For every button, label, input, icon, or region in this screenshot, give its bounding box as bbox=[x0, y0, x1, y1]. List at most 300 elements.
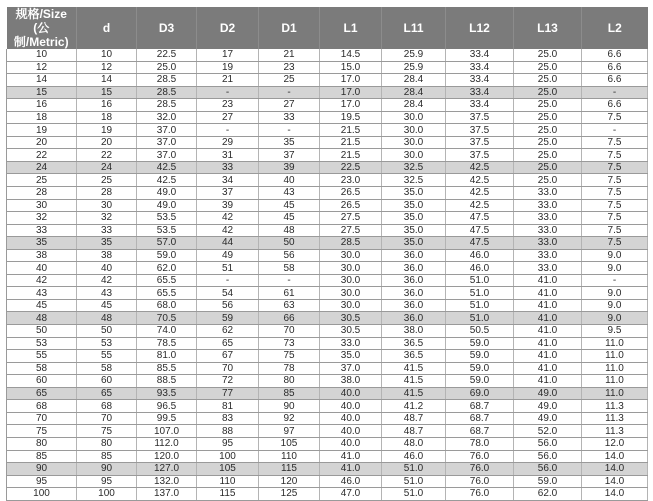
cell-l2: 7.5 bbox=[582, 149, 648, 162]
cell-l2: 7.5 bbox=[582, 174, 648, 187]
cell-d2: 70 bbox=[197, 362, 259, 375]
cell-d1: 35 bbox=[259, 136, 320, 149]
cell-d2: 54 bbox=[197, 287, 259, 300]
cell-l13: 49.0 bbox=[514, 400, 582, 413]
cell-l1: 30.0 bbox=[320, 274, 382, 287]
cell-l12: 76.0 bbox=[446, 463, 514, 476]
cell-l12: 59.0 bbox=[446, 337, 514, 350]
cell-l13: 25.0 bbox=[514, 161, 582, 174]
cell-d2: 19 bbox=[197, 61, 259, 74]
cell-l1: 14.5 bbox=[320, 49, 382, 61]
table-row bbox=[7, 99, 648, 112]
cell-l2: 14.0 bbox=[582, 463, 648, 476]
cell-l2: 7.5 bbox=[582, 111, 648, 124]
cell-size: 42 bbox=[7, 274, 77, 287]
cell-l13: 25.0 bbox=[514, 49, 582, 61]
cell-size: 32 bbox=[7, 212, 77, 225]
cell-l2: 11.3 bbox=[582, 412, 648, 425]
cell-d: 10 bbox=[77, 49, 137, 61]
cell-d2: 77 bbox=[197, 387, 259, 400]
table-row bbox=[7, 312, 648, 325]
cell-d2: 72 bbox=[197, 375, 259, 388]
cell-d3: 78.5 bbox=[137, 337, 197, 350]
cell-size: 22 bbox=[7, 149, 77, 162]
cell-l13: 52.0 bbox=[514, 425, 582, 438]
cell-l11: 30.0 bbox=[382, 124, 446, 137]
cell-d1: 45 bbox=[259, 212, 320, 225]
cell-d2: 56 bbox=[197, 299, 259, 312]
cell-l13: 25.0 bbox=[514, 149, 582, 162]
cell-l11: 36.0 bbox=[382, 299, 446, 312]
cell-l12: 68.7 bbox=[446, 400, 514, 413]
table-row bbox=[7, 375, 648, 388]
cell-d2: 33 bbox=[197, 161, 259, 174]
cell-d1: 75 bbox=[259, 350, 320, 363]
cell-l11: 36.0 bbox=[382, 249, 446, 262]
cell-d1: 40 bbox=[259, 174, 320, 187]
cell-l11: 35.0 bbox=[382, 237, 446, 250]
cell-l12: 46.0 bbox=[446, 262, 514, 275]
cell-size: 20 bbox=[7, 136, 77, 149]
table-row bbox=[7, 161, 648, 174]
cell-l13: 41.0 bbox=[514, 375, 582, 388]
header-d1: D1 bbox=[259, 7, 320, 49]
table-row bbox=[7, 287, 648, 300]
cell-l2: 6.6 bbox=[582, 74, 648, 87]
header-l13: L13 bbox=[514, 7, 582, 49]
cell-d2: - bbox=[197, 274, 259, 287]
cell-l12: 33.4 bbox=[446, 99, 514, 112]
cell-d3: 28.5 bbox=[137, 74, 197, 87]
cell-d1: - bbox=[259, 86, 320, 99]
cell-l2: 11.0 bbox=[582, 362, 648, 375]
cell-l2: 14.0 bbox=[582, 450, 648, 463]
cell-size: 53 bbox=[7, 337, 77, 350]
cell-l12: 33.4 bbox=[446, 61, 514, 74]
cell-l13: 41.0 bbox=[514, 274, 582, 287]
cell-d3: 37.0 bbox=[137, 136, 197, 149]
cell-size: 12 bbox=[7, 61, 77, 74]
cell-l2: 7.5 bbox=[582, 161, 648, 174]
cell-l12: 76.0 bbox=[446, 450, 514, 463]
cell-l2: 7.5 bbox=[582, 187, 648, 200]
table-body bbox=[7, 49, 648, 500]
cell-l12: 51.0 bbox=[446, 287, 514, 300]
cell-size: 14 bbox=[7, 74, 77, 87]
cell-d3: 132.0 bbox=[137, 475, 197, 488]
cell-l1: 41.0 bbox=[320, 463, 382, 476]
cell-d: 40 bbox=[77, 262, 137, 275]
cell-l1: 30.0 bbox=[320, 299, 382, 312]
cell-l2: - bbox=[582, 124, 648, 137]
cell-l13: 33.0 bbox=[514, 224, 582, 237]
cell-d1: 70 bbox=[259, 325, 320, 338]
cell-d1: 73 bbox=[259, 337, 320, 350]
cell-l13: 56.0 bbox=[514, 463, 582, 476]
cell-d3: 99.5 bbox=[137, 412, 197, 425]
cell-l1: 40.0 bbox=[320, 412, 382, 425]
cell-l12: 59.0 bbox=[446, 350, 514, 363]
cell-l12: 37.5 bbox=[446, 136, 514, 149]
cell-d2: 34 bbox=[197, 174, 259, 187]
cell-l13: 33.0 bbox=[514, 262, 582, 275]
cell-l12: 59.0 bbox=[446, 362, 514, 375]
cell-d1: 21 bbox=[259, 49, 320, 61]
cell-l13: 25.0 bbox=[514, 61, 582, 74]
cell-l2: - bbox=[582, 86, 648, 99]
cell-d: 24 bbox=[77, 161, 137, 174]
cell-size: 15 bbox=[7, 86, 77, 99]
cell-l1: 26.5 bbox=[320, 187, 382, 200]
table-row bbox=[7, 111, 648, 124]
cell-l12: 51.0 bbox=[446, 299, 514, 312]
cell-l13: 33.0 bbox=[514, 249, 582, 262]
cell-l2: 9.0 bbox=[582, 287, 648, 300]
cell-l13: 25.0 bbox=[514, 124, 582, 137]
cell-d3: 107.0 bbox=[137, 425, 197, 438]
cell-l13: 41.0 bbox=[514, 350, 582, 363]
cell-d2: - bbox=[197, 86, 259, 99]
cell-d1: 105 bbox=[259, 437, 320, 450]
cell-l1: 22.5 bbox=[320, 161, 382, 174]
cell-size: 95 bbox=[7, 475, 77, 488]
cell-l12: 42.5 bbox=[446, 199, 514, 212]
cell-l1: 30.0 bbox=[320, 287, 382, 300]
cell-d3: 42.5 bbox=[137, 174, 197, 187]
table-row bbox=[7, 224, 648, 237]
cell-l1: 17.0 bbox=[320, 99, 382, 112]
cell-l2: 9.0 bbox=[582, 299, 648, 312]
cell-l1: 40.0 bbox=[320, 425, 382, 438]
cell-l12: 51.0 bbox=[446, 312, 514, 325]
cell-d3: 59.0 bbox=[137, 249, 197, 262]
cell-d1: 33 bbox=[259, 111, 320, 124]
cell-l13: 49.0 bbox=[514, 387, 582, 400]
cell-l1: 26.5 bbox=[320, 199, 382, 212]
cell-d3: 32.0 bbox=[137, 111, 197, 124]
cell-l11: 30.0 bbox=[382, 136, 446, 149]
cell-l2: 7.5 bbox=[582, 199, 648, 212]
cell-l1: 38.0 bbox=[320, 375, 382, 388]
table-row bbox=[7, 425, 648, 438]
cell-d3: 96.5 bbox=[137, 400, 197, 413]
cell-l12: 76.0 bbox=[446, 475, 514, 488]
cell-l11: 36.5 bbox=[382, 337, 446, 350]
cell-size: 28 bbox=[7, 187, 77, 200]
cell-d: 38 bbox=[77, 249, 137, 262]
cell-d3: 37.0 bbox=[137, 149, 197, 162]
cell-d3: 85.5 bbox=[137, 362, 197, 375]
cell-l1: 27.5 bbox=[320, 224, 382, 237]
cell-size: 25 bbox=[7, 174, 77, 187]
cell-l11: 38.0 bbox=[382, 325, 446, 338]
header-l1: L1 bbox=[320, 7, 382, 49]
cell-l12: 42.5 bbox=[446, 161, 514, 174]
cell-d: 19 bbox=[77, 124, 137, 137]
cell-d1: - bbox=[259, 274, 320, 287]
header-l11: L11 bbox=[382, 7, 446, 49]
cell-d1: 27 bbox=[259, 99, 320, 112]
table-row bbox=[7, 475, 648, 488]
table-row bbox=[7, 488, 648, 501]
cell-d1: 48 bbox=[259, 224, 320, 237]
cell-l1: 46.0 bbox=[320, 475, 382, 488]
cell-l2: 9.0 bbox=[582, 312, 648, 325]
cell-d1: 63 bbox=[259, 299, 320, 312]
cell-d3: 127.0 bbox=[137, 463, 197, 476]
table-row bbox=[7, 212, 648, 225]
cell-d: 50 bbox=[77, 325, 137, 338]
table-row bbox=[7, 136, 648, 149]
cell-l1: 37.0 bbox=[320, 362, 382, 375]
cell-d2: 100 bbox=[197, 450, 259, 463]
cell-l11: 36.5 bbox=[382, 350, 446, 363]
cell-size: 18 bbox=[7, 111, 77, 124]
table-row bbox=[7, 387, 648, 400]
cell-l11: 48.0 bbox=[382, 437, 446, 450]
cell-size: 85 bbox=[7, 450, 77, 463]
header-d3: D3 bbox=[137, 7, 197, 49]
header-size bbox=[7, 7, 77, 49]
cell-size: 45 bbox=[7, 299, 77, 312]
cell-l12: 37.5 bbox=[446, 124, 514, 137]
cell-d3: 88.5 bbox=[137, 375, 197, 388]
table-row bbox=[7, 249, 648, 262]
cell-size: 33 bbox=[7, 224, 77, 237]
cell-d2: 51 bbox=[197, 262, 259, 275]
cell-l12: 50.5 bbox=[446, 325, 514, 338]
cell-l13: 41.0 bbox=[514, 337, 582, 350]
cell-l13: 59.0 bbox=[514, 475, 582, 488]
cell-d3: 65.5 bbox=[137, 274, 197, 287]
cell-d2: 49 bbox=[197, 249, 259, 262]
cell-d: 65 bbox=[77, 387, 137, 400]
cell-l2: 11.0 bbox=[582, 387, 648, 400]
cell-l11: 28.4 bbox=[382, 74, 446, 87]
cell-l1: 21.5 bbox=[320, 149, 382, 162]
cell-d: 32 bbox=[77, 212, 137, 225]
cell-d2: 42 bbox=[197, 212, 259, 225]
cell-d2: 31 bbox=[197, 149, 259, 162]
cell-l13: 49.0 bbox=[514, 412, 582, 425]
cell-d1: 61 bbox=[259, 287, 320, 300]
cell-d1: 43 bbox=[259, 187, 320, 200]
cell-l12: 47.5 bbox=[446, 224, 514, 237]
cell-l11: 35.0 bbox=[382, 212, 446, 225]
cell-l12: 33.4 bbox=[446, 86, 514, 99]
cell-d: 20 bbox=[77, 136, 137, 149]
cell-d3: 37.0 bbox=[137, 124, 197, 137]
cell-d: 60 bbox=[77, 375, 137, 388]
cell-d3: 57.0 bbox=[137, 237, 197, 250]
cell-d1: 80 bbox=[259, 375, 320, 388]
cell-d2: 81 bbox=[197, 400, 259, 413]
cell-l12: 37.5 bbox=[446, 149, 514, 162]
cell-l2: 6.6 bbox=[582, 61, 648, 74]
table-row bbox=[7, 450, 648, 463]
cell-l1: 15.0 bbox=[320, 61, 382, 74]
cell-l11: 35.0 bbox=[382, 187, 446, 200]
cell-l11: 36.0 bbox=[382, 274, 446, 287]
cell-d3: 81.0 bbox=[137, 350, 197, 363]
cell-l12: 42.5 bbox=[446, 187, 514, 200]
cell-d: 53 bbox=[77, 337, 137, 350]
cell-d: 55 bbox=[77, 350, 137, 363]
cell-l11: 30.0 bbox=[382, 149, 446, 162]
cell-l12: 33.4 bbox=[446, 74, 514, 87]
table-row bbox=[7, 61, 648, 74]
cell-l2: - bbox=[582, 274, 648, 287]
cell-d: 22 bbox=[77, 149, 137, 162]
table-header-row bbox=[7, 7, 648, 49]
table-row bbox=[7, 174, 648, 187]
cell-l2: 6.6 bbox=[582, 99, 648, 112]
cell-d1: 120 bbox=[259, 475, 320, 488]
table-row bbox=[7, 362, 648, 375]
cell-l13: 25.0 bbox=[514, 136, 582, 149]
cell-l13: 33.0 bbox=[514, 212, 582, 225]
cell-l1: 30.5 bbox=[320, 325, 382, 338]
table-row bbox=[7, 262, 648, 275]
cell-l13: 25.0 bbox=[514, 74, 582, 87]
cell-l13: 25.0 bbox=[514, 174, 582, 187]
cell-l11: 51.0 bbox=[382, 488, 446, 501]
cell-size: 50 bbox=[7, 325, 77, 338]
cell-d2: 23 bbox=[197, 99, 259, 112]
table-row bbox=[7, 237, 648, 250]
cell-size: 58 bbox=[7, 362, 77, 375]
cell-size: 16 bbox=[7, 99, 77, 112]
cell-d1: 45 bbox=[259, 199, 320, 212]
cell-l12: 76.0 bbox=[446, 488, 514, 501]
cell-l11: 36.0 bbox=[382, 262, 446, 275]
cell-size: 65 bbox=[7, 387, 77, 400]
cell-d2: 67 bbox=[197, 350, 259, 363]
table-row bbox=[7, 463, 648, 476]
cell-size: 40 bbox=[7, 262, 77, 275]
cell-size: 80 bbox=[7, 437, 77, 450]
cell-l11: 30.0 bbox=[382, 111, 446, 124]
cell-d2: 95 bbox=[197, 437, 259, 450]
cell-d3: 70.5 bbox=[137, 312, 197, 325]
cell-d2: 17 bbox=[197, 49, 259, 61]
cell-l13: 33.0 bbox=[514, 187, 582, 200]
cell-l11: 51.0 bbox=[382, 475, 446, 488]
cell-d1: 78 bbox=[259, 362, 320, 375]
cell-d2: 62 bbox=[197, 325, 259, 338]
cell-l11: 46.0 bbox=[382, 450, 446, 463]
cell-d3: 62.0 bbox=[137, 262, 197, 275]
cell-d: 33 bbox=[77, 224, 137, 237]
cell-size: 60 bbox=[7, 375, 77, 388]
cell-l1: 17.0 bbox=[320, 74, 382, 87]
cell-l13: 25.0 bbox=[514, 99, 582, 112]
cell-l12: 33.4 bbox=[446, 49, 514, 61]
cell-l1: 40.0 bbox=[320, 387, 382, 400]
cell-l12: 47.5 bbox=[446, 212, 514, 225]
table-row bbox=[7, 437, 648, 450]
cell-d2: 115 bbox=[197, 488, 259, 501]
cell-d2: 88 bbox=[197, 425, 259, 438]
cell-l1: 30.0 bbox=[320, 249, 382, 262]
cell-l1: 33.0 bbox=[320, 337, 382, 350]
cell-d1: 92 bbox=[259, 412, 320, 425]
cell-l12: 69.0 bbox=[446, 387, 514, 400]
cell-l2: 7.5 bbox=[582, 136, 648, 149]
cell-d: 28 bbox=[77, 187, 137, 200]
cell-l13: 56.0 bbox=[514, 437, 582, 450]
cell-d3: 49.0 bbox=[137, 199, 197, 212]
cell-d3: 22.5 bbox=[137, 49, 197, 61]
cell-l2: 14.0 bbox=[582, 488, 648, 501]
table-row bbox=[7, 325, 648, 338]
cell-d: 30 bbox=[77, 199, 137, 212]
cell-l1: 23.0 bbox=[320, 174, 382, 187]
cell-d2: - bbox=[197, 124, 259, 137]
cell-size: 38 bbox=[7, 249, 77, 262]
cell-l12: 46.0 bbox=[446, 249, 514, 262]
cell-d3: 25.0 bbox=[137, 61, 197, 74]
cell-l2: 11.0 bbox=[582, 350, 648, 363]
cell-d: 14 bbox=[77, 74, 137, 87]
cell-l11: 28.4 bbox=[382, 99, 446, 112]
cell-d1: 50 bbox=[259, 237, 320, 250]
cell-l2: 11.0 bbox=[582, 337, 648, 350]
cell-l12: 68.7 bbox=[446, 425, 514, 438]
cell-l1: 30.5 bbox=[320, 312, 382, 325]
cell-l11: 32.5 bbox=[382, 174, 446, 187]
cell-l13: 41.0 bbox=[514, 287, 582, 300]
cell-d2: 83 bbox=[197, 412, 259, 425]
cell-d1: 25 bbox=[259, 74, 320, 87]
cell-d: 43 bbox=[77, 287, 137, 300]
cell-l2: 14.0 bbox=[582, 475, 648, 488]
cell-l12: 68.7 bbox=[446, 412, 514, 425]
cell-d: 25 bbox=[77, 174, 137, 187]
table-row bbox=[7, 337, 648, 350]
cell-l13: 41.0 bbox=[514, 299, 582, 312]
cell-l11: 36.0 bbox=[382, 312, 446, 325]
cell-d1: 58 bbox=[259, 262, 320, 275]
cell-d3: 68.0 bbox=[137, 299, 197, 312]
cell-l13: 33.0 bbox=[514, 199, 582, 212]
header-l2: L2 bbox=[582, 7, 648, 49]
cell-d1: 56 bbox=[259, 249, 320, 262]
table-row bbox=[7, 299, 648, 312]
cell-l1: 19.5 bbox=[320, 111, 382, 124]
header-d: d bbox=[77, 7, 137, 49]
cell-l2: 11.3 bbox=[582, 400, 648, 413]
cell-l2: 7.5 bbox=[582, 212, 648, 225]
cell-l1: 35.0 bbox=[320, 350, 382, 363]
cell-d1: 115 bbox=[259, 463, 320, 476]
table-row bbox=[7, 274, 648, 287]
cell-l1: 21.5 bbox=[320, 136, 382, 149]
cell-l12: 51.0 bbox=[446, 274, 514, 287]
cell-d: 35 bbox=[77, 237, 137, 250]
cell-d: 75 bbox=[77, 425, 137, 438]
cell-l11: 25.9 bbox=[382, 49, 446, 61]
cell-d1: 125 bbox=[259, 488, 320, 501]
cell-l2: 9.5 bbox=[582, 325, 648, 338]
cell-d: 90 bbox=[77, 463, 137, 476]
cell-d1: 23 bbox=[259, 61, 320, 74]
cell-l12: 59.0 bbox=[446, 375, 514, 388]
cell-d3: 28.5 bbox=[137, 99, 197, 112]
cell-d: 42 bbox=[77, 274, 137, 287]
cell-d1: 37 bbox=[259, 149, 320, 162]
cell-d1: 66 bbox=[259, 312, 320, 325]
